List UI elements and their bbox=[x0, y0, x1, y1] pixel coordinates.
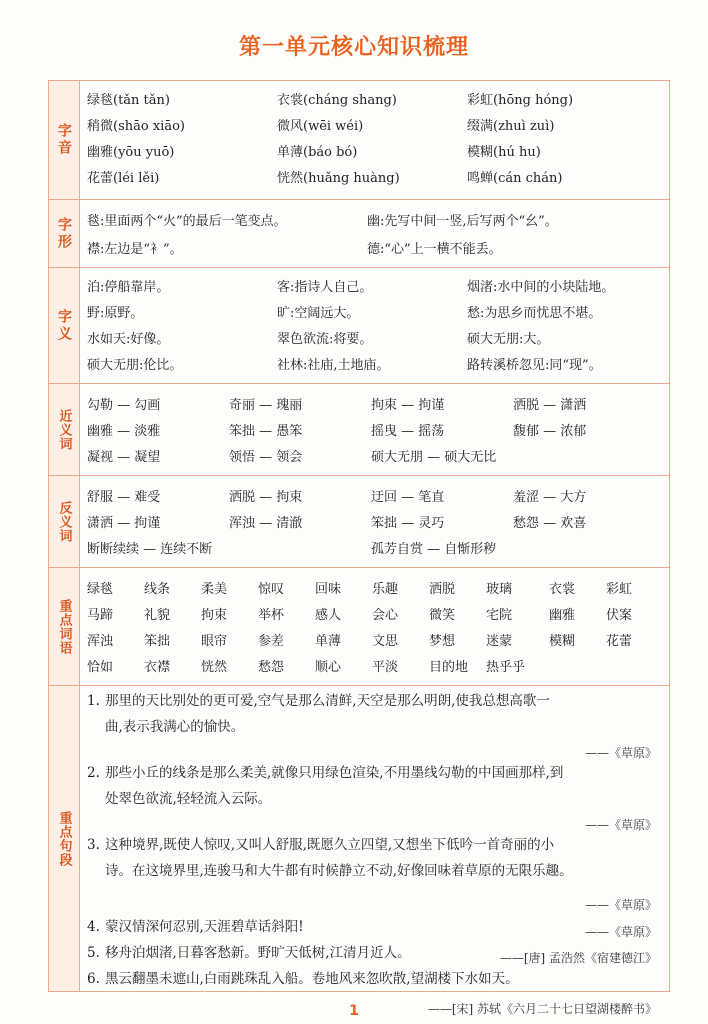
sentence-continuation: 曲,表示我满心的愉快。 bbox=[105, 719, 245, 735]
table-cell: 马蹄 bbox=[87, 608, 114, 623]
table-row bbox=[87, 656, 663, 678]
sentence-item bbox=[87, 914, 659, 940]
table-cell: 客:指诗人自己。 bbox=[277, 280, 373, 295]
table-row bbox=[87, 604, 663, 626]
table-cell: 鸣蝉(cán chán) bbox=[467, 171, 563, 186]
table-cell: 毯:里面两个“火”的最后一笔变点。 bbox=[87, 214, 287, 229]
table-cell: 模糊 bbox=[549, 634, 576, 649]
section-zhong-dian-ju-duan bbox=[49, 685, 669, 1016]
table-cell: 顺心 bbox=[315, 660, 342, 675]
table-cell: 惊叹 bbox=[258, 582, 285, 597]
table-cell: 笨拙 — 灵巧 bbox=[371, 516, 445, 531]
table-row bbox=[87, 354, 663, 376]
sentence-text: 那些小丘的线条是那么柔美,就像只用绿色渲染,不用墨线勾勒的中国画那样,到 bbox=[105, 765, 564, 781]
zi-xing-content bbox=[87, 200, 663, 268]
ju-duan-content bbox=[87, 686, 663, 1016]
table-cell: 硕大无朋:伦比。 bbox=[87, 358, 183, 373]
sentence-number: 4. bbox=[87, 919, 100, 935]
table-row bbox=[87, 115, 663, 137]
table-cell: 热乎乎 bbox=[486, 660, 526, 675]
table-cell: 稍微(shāo xiāo) bbox=[87, 119, 185, 134]
table-cell: 奇丽 — 瑰丽 bbox=[229, 398, 303, 413]
section-zi-yin bbox=[49, 81, 669, 199]
section-label: 字义 bbox=[49, 268, 80, 384]
sentence-number: 6. bbox=[87, 971, 100, 987]
table-row bbox=[87, 486, 663, 508]
table-cell: 绿毯(tǎn tǎn) bbox=[87, 93, 170, 108]
table-cell: 笨拙 bbox=[144, 634, 171, 649]
table-cell: 硕大无朋:大。 bbox=[467, 332, 550, 347]
table-cell: 迷蒙 bbox=[486, 634, 513, 649]
table-cell: 礼貌 bbox=[144, 608, 171, 623]
table-cell: 眼帘 bbox=[201, 634, 228, 649]
table-cell: 断断续续 — 连续不断 bbox=[87, 542, 213, 557]
section-label: 近义词 bbox=[49, 384, 80, 476]
table-cell: 微风(wēi wéi) bbox=[277, 119, 364, 134]
jin-yi-ci-content bbox=[87, 384, 663, 476]
table-cell: 羞涩 — 大方 bbox=[513, 490, 587, 505]
table-cell: 襟:左边是“衤”。 bbox=[87, 242, 183, 257]
sentence-number: 3. bbox=[87, 837, 100, 853]
table-row bbox=[87, 394, 663, 416]
table-cell: 衣裳(cháng shang) bbox=[277, 93, 397, 108]
table-cell: 回味 bbox=[315, 582, 342, 597]
table-cell: 勾勒 — 勾画 bbox=[87, 398, 161, 413]
zi-yi-content bbox=[87, 268, 663, 384]
table-cell: 目的地 bbox=[429, 660, 469, 675]
table-row bbox=[87, 446, 663, 468]
table-cell: 衣裳 bbox=[549, 582, 576, 597]
table-cell: 孤芳自赏 — 自惭形秽 bbox=[371, 542, 497, 557]
table-cell: 恍然(huǎng huàng) bbox=[277, 171, 400, 186]
table-cell: 花蕾 bbox=[606, 634, 633, 649]
table-cell: 幽雅 bbox=[549, 608, 576, 623]
table-cell: 花蕾(léi lěi) bbox=[87, 171, 160, 186]
table-cell: 舒服 — 难受 bbox=[87, 490, 161, 505]
sentence-source: ——《草原》 bbox=[584, 925, 657, 939]
table-row bbox=[87, 302, 663, 324]
table-row bbox=[87, 167, 663, 189]
sentence-text: 黑云翻墨未遮山,白雨跳珠乱入船。卷地风来忽吹散,望湖楼下水如天。 bbox=[105, 971, 519, 987]
table-cell: 水如天:好像。 bbox=[87, 332, 170, 347]
table-cell: 恰如 bbox=[87, 660, 114, 675]
section-zi-xing bbox=[49, 199, 669, 268]
sentence-source: ——[唐] 孟浩然《宿建德江》 bbox=[499, 951, 657, 965]
table-cell: 恍然 bbox=[201, 660, 228, 675]
table-cell: 社林:社庙,土地庙。 bbox=[277, 358, 390, 373]
section-fan-yi-ci bbox=[49, 475, 669, 568]
table-cell: 洒脱 — 潇洒 bbox=[513, 398, 587, 413]
table-row bbox=[87, 238, 663, 260]
table-cell: 拘束 — 拘谨 bbox=[371, 398, 445, 413]
zi-yin-content bbox=[87, 81, 663, 199]
sentence-source: ——《草原》 bbox=[584, 898, 657, 912]
table-cell: 幽雅(yōu yuō) bbox=[87, 145, 175, 160]
table-cell: 举杯 bbox=[258, 608, 285, 623]
sentence-text: 这种境界,既使人惊叹,又叫人舒服,既愿久立四望,又想坐下低吟一首奇丽的小 bbox=[105, 837, 555, 853]
table-cell: 缀满(zhuì zuì) bbox=[467, 119, 555, 134]
table-cell: 笨拙 — 愚笨 bbox=[229, 424, 303, 439]
table-cell: 摇曳 — 摇荡 bbox=[371, 424, 445, 439]
table-cell: 参差 bbox=[258, 634, 285, 649]
table-row bbox=[87, 512, 663, 534]
sentence-text: 移舟泊烟渚,日暮客愁新。野旷天低树,江清月近人。 bbox=[105, 945, 411, 961]
fan-yi-ci-content bbox=[87, 476, 663, 568]
sentence-number: 5. bbox=[87, 945, 100, 961]
table-cell: 路转溪桥忽见:同“现”。 bbox=[467, 358, 602, 373]
table-cell: 玻璃 bbox=[486, 582, 513, 597]
table-cell: 绿毯 bbox=[87, 582, 114, 597]
sentence-item bbox=[87, 760, 659, 786]
table-cell: 愁:为思乡而忧思不堪。 bbox=[467, 306, 602, 321]
table-cell: 单薄 bbox=[315, 634, 342, 649]
table-cell: 愁怨 bbox=[258, 660, 285, 675]
table-cell: 泊:停船靠岸。 bbox=[87, 280, 170, 295]
table-cell: 会心 bbox=[372, 608, 399, 623]
sentence-item bbox=[87, 688, 659, 714]
table-cell: 感人 bbox=[315, 608, 342, 623]
table-row bbox=[87, 276, 663, 298]
table-cell: 微笑 bbox=[429, 608, 456, 623]
table-cell: 梦想 bbox=[429, 634, 456, 649]
sentence-item bbox=[87, 832, 659, 858]
section-label: 反义词 bbox=[49, 476, 80, 568]
table-cell: 衣襟 bbox=[144, 660, 171, 675]
sentence-text: 那里的天比别处的更可爱,空气是那么清鲜,天空是那么明朗,使我总想高歌一 bbox=[105, 693, 550, 709]
table-row bbox=[87, 538, 663, 560]
table-cell: 乐趣 bbox=[372, 582, 399, 597]
table-cell: 翠色欲流:将要。 bbox=[277, 332, 373, 347]
section-label: 重点句段 bbox=[49, 686, 80, 991]
sentence-source: ——《草原》 bbox=[584, 746, 657, 760]
table-cell: 旷:空阔远大。 bbox=[277, 306, 360, 321]
section-label: 字音 bbox=[49, 81, 80, 199]
page-title: 第一单元核心知识梳理 bbox=[238, 35, 469, 60]
table-row bbox=[87, 578, 663, 600]
table-cell: 馥郁 — 浓郁 bbox=[513, 424, 587, 439]
table-cell: 野:原野。 bbox=[87, 306, 144, 321]
table-cell: 德:“心”上一横不能丢。 bbox=[367, 242, 502, 257]
table-cell: 潇洒 — 拘谨 bbox=[87, 516, 161, 531]
sentence-number: 1. bbox=[87, 693, 100, 709]
table-cell: 宅院 bbox=[486, 608, 513, 623]
table-cell: 幽:先写中间一竖,后写两个“幺”。 bbox=[367, 214, 558, 229]
table-row bbox=[87, 328, 663, 350]
table-cell: 模糊(hú hu) bbox=[467, 145, 541, 160]
ci-yu-content bbox=[87, 568, 663, 686]
table-row bbox=[87, 210, 663, 232]
table-cell: 洒脱 bbox=[429, 582, 456, 597]
table-cell: 迂回 — 笔直 bbox=[371, 490, 445, 505]
table-cell: 彩虹 bbox=[606, 582, 633, 597]
table-row bbox=[87, 141, 663, 163]
table-cell: 柔美 bbox=[201, 582, 228, 597]
section-zi-yi bbox=[49, 267, 669, 384]
table-cell: 线条 bbox=[144, 582, 171, 597]
table-cell: 愁怨 — 欢喜 bbox=[513, 516, 587, 531]
table-cell: 洒脱 — 拘束 bbox=[229, 490, 303, 505]
page-number: 1 bbox=[349, 1003, 359, 1019]
table-cell: 幽雅 — 淡雅 bbox=[87, 424, 161, 439]
table-cell: 彩虹(hōng hóng) bbox=[467, 93, 574, 108]
table-row bbox=[87, 630, 663, 652]
section-label: 字形 bbox=[49, 200, 80, 268]
sentence-source: ——《草原》 bbox=[584, 818, 657, 832]
table-cell: 拘束 bbox=[201, 608, 228, 623]
table-cell: 烟渚:水中间的小块陆地。 bbox=[467, 280, 615, 295]
knowledge-table bbox=[48, 80, 670, 1016]
table-cell: 浑浊 bbox=[87, 634, 114, 649]
table-cell: 文思 bbox=[372, 634, 399, 649]
table-cell: 领悟 — 领会 bbox=[229, 450, 303, 465]
sentence-continuation: 诗。在这境界里,连骏马和大牛都有时候静立不动,好像回味着草原的无限乐趣。 bbox=[105, 863, 573, 879]
section-label: 重点词语 bbox=[49, 568, 80, 686]
sentence-number: 2. bbox=[87, 765, 100, 781]
table-cell: 伏案 bbox=[606, 608, 633, 623]
section-jin-yi-ci bbox=[49, 383, 669, 476]
sentence-item bbox=[87, 966, 659, 992]
table-cell: 平淡 bbox=[372, 660, 399, 675]
sentence-text: 蒙汉情深何忍别,天涯碧草话斜阳! bbox=[105, 919, 304, 935]
table-cell: 硕大无朋 — 硕大无比 bbox=[371, 450, 497, 465]
table-row bbox=[87, 420, 663, 442]
table-row bbox=[87, 89, 663, 111]
table-cell: 凝视 — 凝望 bbox=[87, 450, 161, 465]
table-cell: 浑浊 — 清澈 bbox=[229, 516, 303, 531]
sentence-continuation: 处翠色欲流,轻轻流入云际。 bbox=[105, 791, 272, 807]
section-zhong-dian-ci-yu bbox=[49, 567, 669, 686]
table-cell: 单薄(báo bó) bbox=[277, 145, 358, 160]
sentence-source: ——[宋] 苏轼《六月二十七日望湖楼醉书》 bbox=[427, 1002, 657, 1016]
